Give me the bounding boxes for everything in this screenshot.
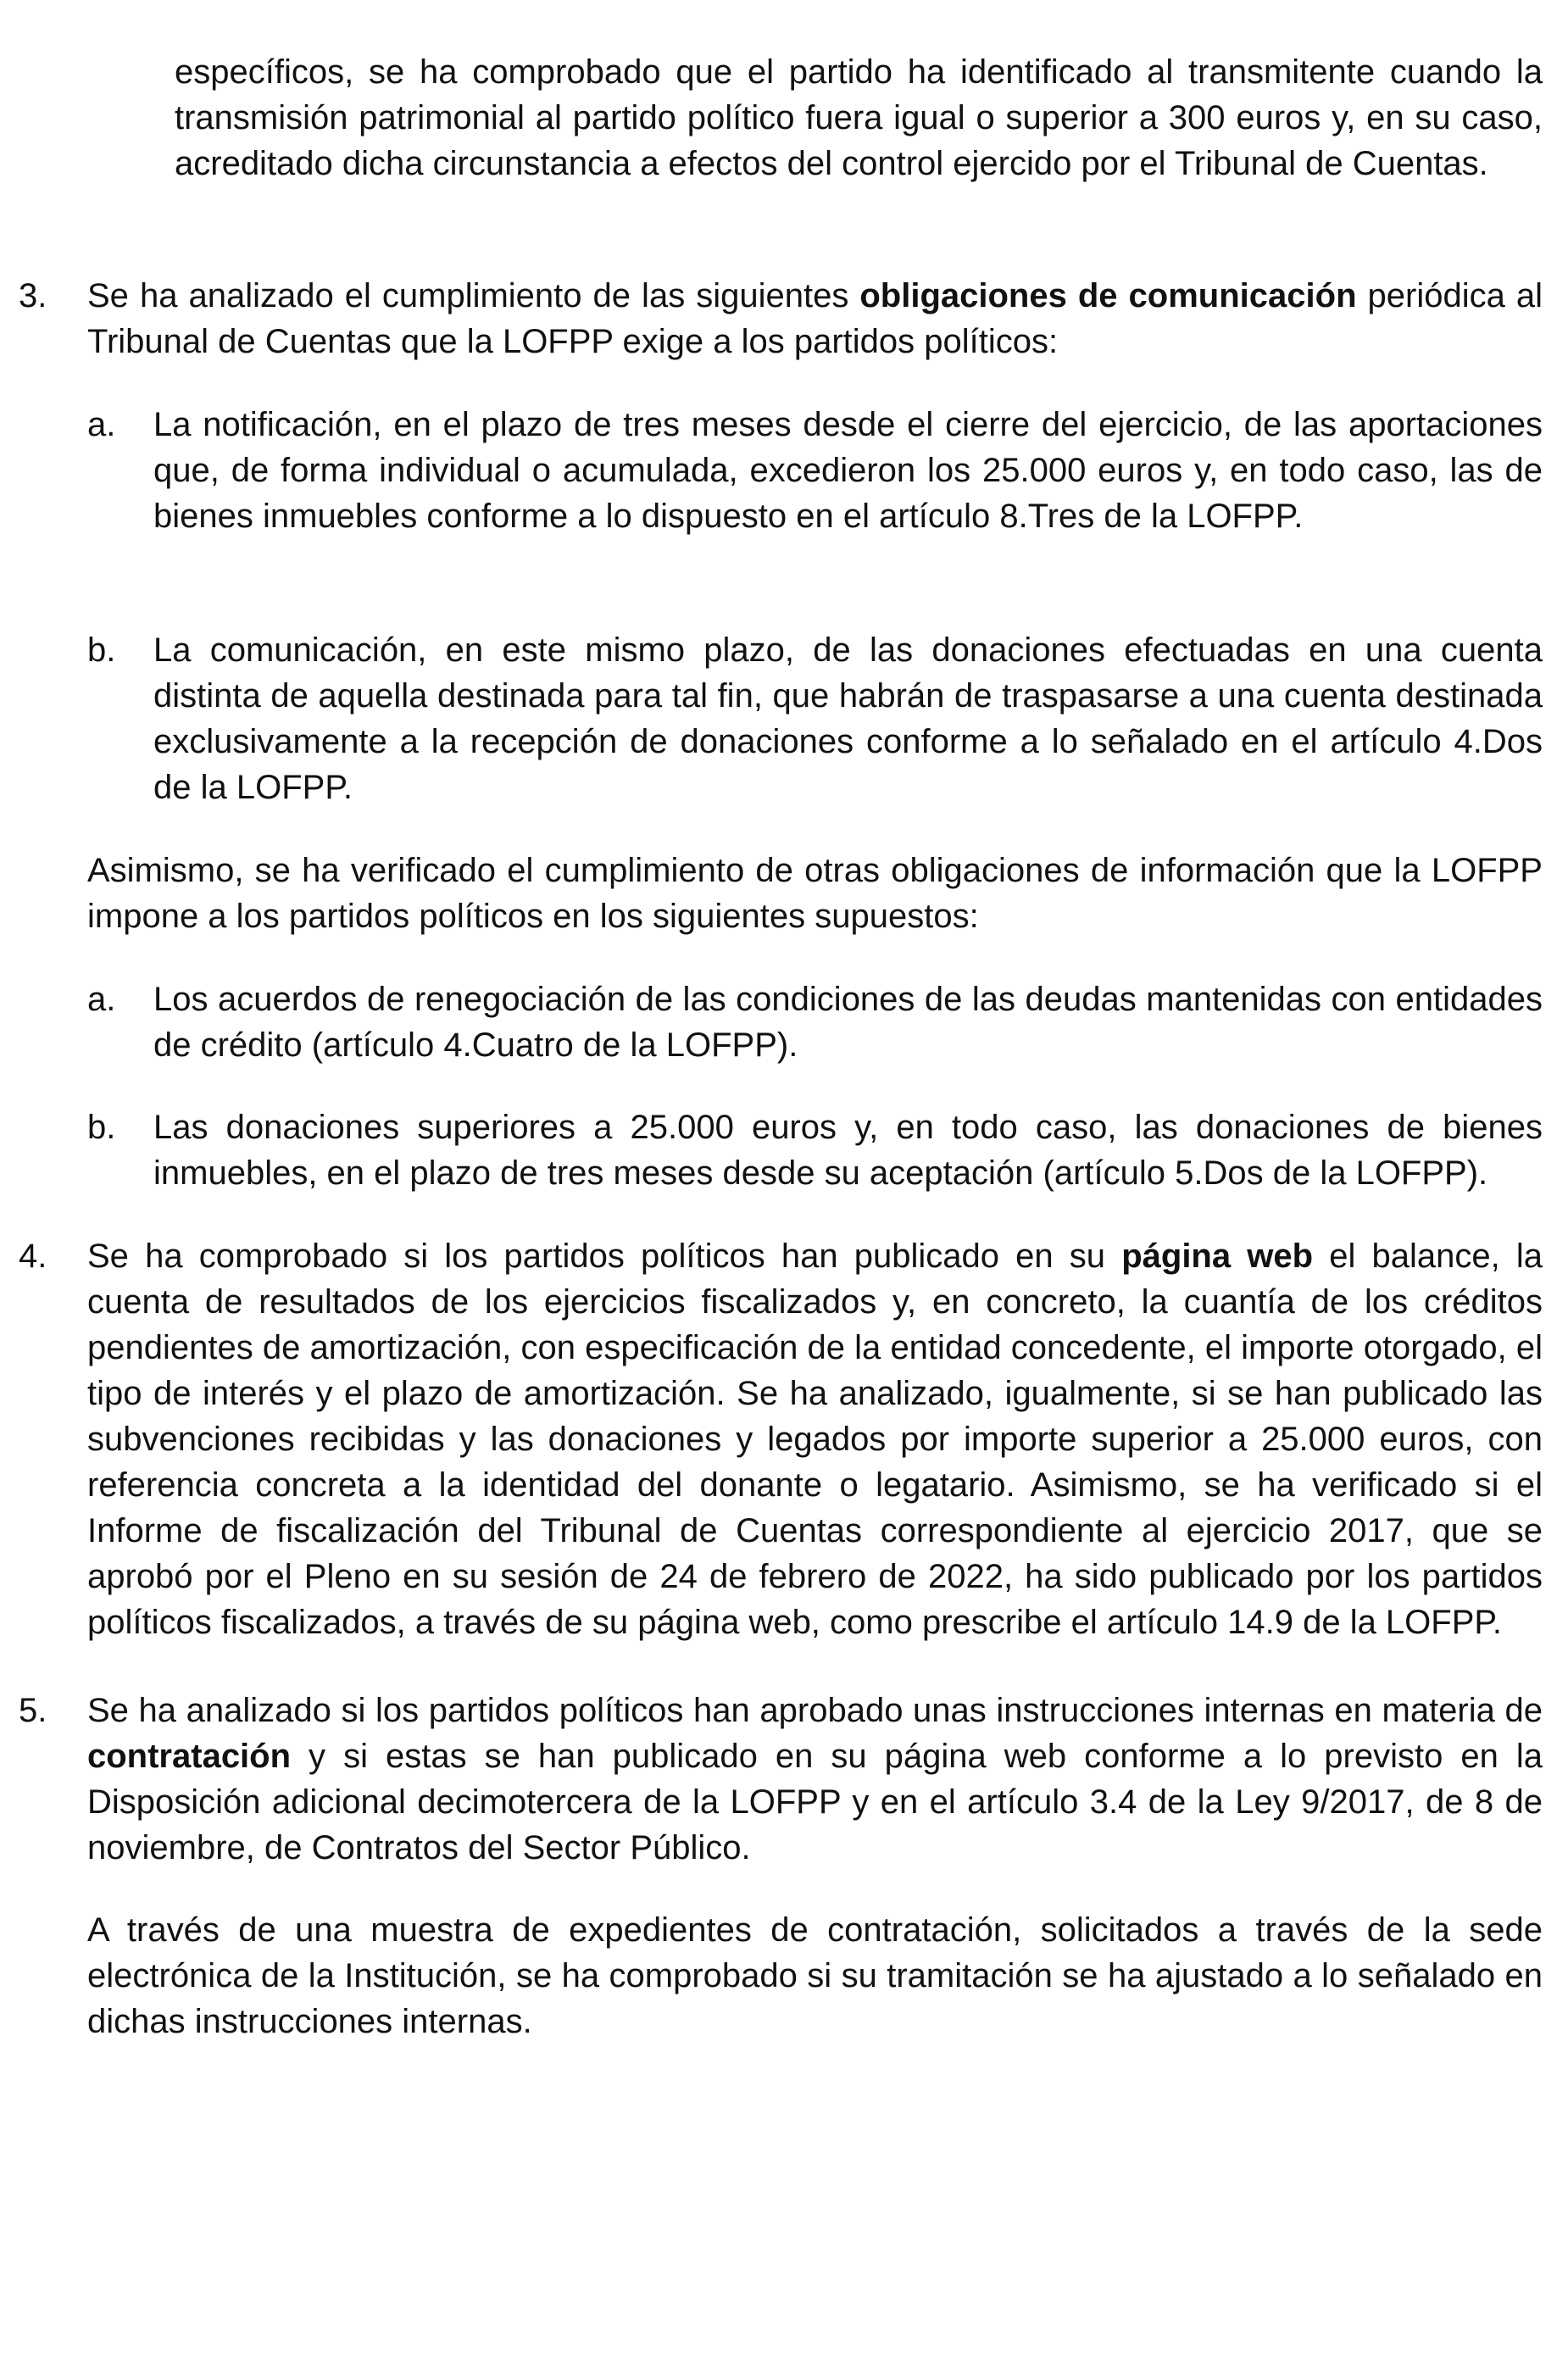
item-text: Se ha analizado el cumplimiento de las siguientes obligaciones de comunicación periódica al Tribunal de Cuentas que la LOFPP exige a los partidos políticos: [87, 277, 1543, 360]
sub-letter: b. [87, 1109, 116, 1146]
sub-letter: a. [87, 406, 116, 443]
sub-letter: b. [87, 631, 116, 669]
sub-letter: a. [87, 981, 116, 1018]
emphasis-text: página web [1121, 1238, 1314, 1275]
item-text: Se ha comprobado si los partidos políticos han publicado en su página web el balance, la cuenta de resultados de los ejercicios fiscalizados y, en concreto, la cuantía de los créditos pendientes de amortización, con especificación de la entidad concedente, el importe otorgado, el tipo de interés y el plazo de amortización. Se ha analizado, igualmente, si se han publicado las subvenciones recibidas y las donaciones y legados por importe superior a 25.000 euros, con referencia concreta a la identidad del donante o legatario. Asimismo, se ha verificado si el Informe de fiscalización del Tribunal de Cuentas correspondiente al ejercicio 2017, que se aprobó por el Pleno en su sesión de 24 de febrero de 2022, ha sido publicado por los partidos políticos fiscalizados, a través de su página web, como prescribe el artículo 14.9 de la LOFPP. [87, 1238, 1543, 1641]
sub-text: La comunicación, en este mismo plazo, de las donaciones efectuadas en una cuenta distinta de aquella destinada para tal fin, que habrán de traspasarse a una cuenta destinada exclusivamente a la recepción de donaciones conforme a lo señalado en el artículo 4.Dos de la LOFPP. [153, 631, 1543, 806]
sub-text: La notificación, en el plazo de tres meses desde el cierre del ejercicio, de las aportaciones que, de forma individual o acumulada, excedieron los 25.000 euros y, en todo caso, las de bienes inmuebles conforme a lo dispuesto en el artículo 8.Tres de la LOFPP. [153, 406, 1543, 535]
continuation-paragraph: específicos, se ha comprobado que el partido ha identificado al transmitente cuando la transmisión patrimonial al partido político fuera igual o superior a 300 euros y, en su caso, acreditado dicha circunstancia a efectos del control ejercido por el Tribunal de Cuentas. [175, 53, 1543, 182]
asimismo-paragraph: Asimismo, se ha verificado el cumplimiento de otras obligaciones de información que la LOFPP impone a los partidos políticos en los siguientes supuestos: [87, 852, 1543, 935]
emphasis-text: contratación [87, 1738, 292, 1775]
sub-text: Los acuerdos de renegociación de las condiciones de las deudas mantenidas con entidades de crédito (artículo 4.Cuatro de la LOFPP). [153, 981, 1543, 1064]
emphasis-text: obligaciones de comunicación [859, 277, 1357, 314]
item-number: 5. [19, 1692, 47, 1729]
followup-paragraph: A través de una muestra de expedientes de contratación, solicitados a través de la sede electrónica de la Institución, se ha comprobado si su tramitación se ha ajustado a lo señalado en dichas instrucciones internas. [87, 1911, 1543, 2040]
sub-text: Las donaciones superiores a 25.000 euros y, en todo caso, las donaciones de bienes inmuebles, en el plazo de tres meses desde su aceptación (artículo 5.Dos de la LOFPP). [153, 1109, 1543, 1192]
item-number: 3. [19, 277, 47, 314]
item-number: 4. [19, 1238, 47, 1275]
item-text: Se ha analizado si los partidos políticos han aprobado unas instrucciones internas en materia de contratación y si estas se han publicado en su página web conforme a lo previsto en la Disposición adicional decimotercera de la LOFPP y en el artículo 3.4 de la Ley 9/2017, de 8 de noviembre, de Contratos del Sector Público. [87, 1692, 1543, 1866]
